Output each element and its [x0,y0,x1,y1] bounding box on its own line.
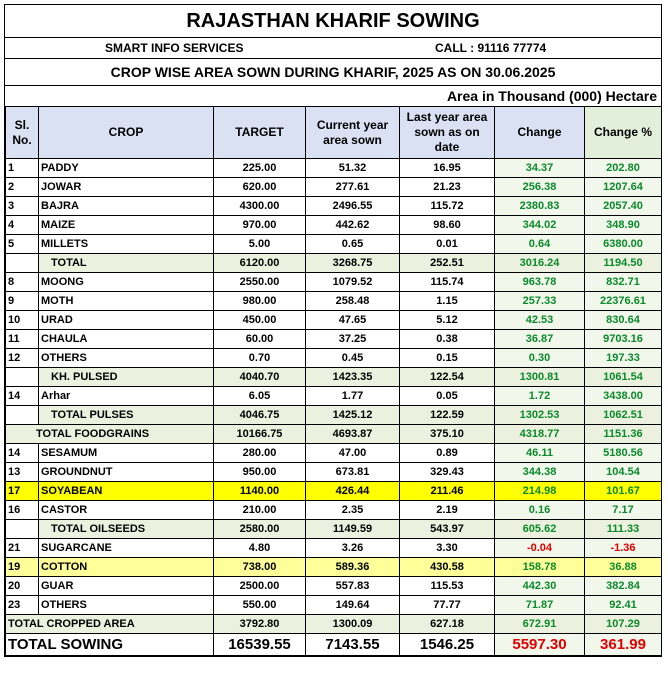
cell-crop: TOTAL CROPPED AREA [6,615,214,634]
cell-sl: 21 [6,539,39,558]
cell-current: 3268.75 [306,254,400,273]
report-sheet [4,4,662,657]
cell-pct: 1207.64 [585,178,662,197]
cell-pct: 104.54 [585,463,662,482]
cell-pct: 830.64 [585,311,662,330]
cell-pct: 197.33 [585,349,662,368]
cell-target: 6.05 [214,387,306,406]
grand-total-target: 16539.55 [214,634,306,656]
cell-target: 980.00 [214,292,306,311]
header-crop: CROP [39,107,214,159]
cell-target: 4046.75 [214,406,306,425]
company-name: SMART INFO SERVICES [105,41,244,55]
cell-current: 2.35 [306,501,400,520]
header-sl: Sl. No. [6,107,39,159]
cell-last: 430.58 [400,558,495,577]
cell-change: 42.53 [495,311,585,330]
cell-target: 550.00 [214,596,306,615]
header-change: Change [495,107,585,159]
cell-sl: 12 [6,349,39,368]
table-row [6,311,662,330]
table-row [6,292,662,311]
cell-last: 0.89 [400,444,495,463]
cell-pct: 107.29 [585,615,662,634]
cell-pct: 111.33 [585,520,662,539]
cell-crop: JOWAR [39,178,214,197]
cell-pct: -1.36 [585,539,662,558]
cell-last: 1.15 [400,292,495,311]
cell-crop: COTTON [39,558,214,577]
cell-current: 442.62 [306,216,400,235]
cell-sl: 11 [6,330,39,349]
cell-last: 115.74 [400,273,495,292]
cell-target: 5.00 [214,235,306,254]
grand-total-row [6,634,662,656]
cell-pct: 1062.51 [585,406,662,425]
cell-crop: MOTH [39,292,214,311]
cell-last: 122.59 [400,406,495,425]
cell-target: 450.00 [214,311,306,330]
cell-last: 122.54 [400,368,495,387]
cell-crop: KH. PULSED [39,368,214,387]
call-number: CALL : 91116 77774 [435,41,547,55]
cell-change: 344.02 [495,216,585,235]
table-row [6,425,662,444]
cell-change: 0.30 [495,349,585,368]
cell-target: 60.00 [214,330,306,349]
cell-last: 77.77 [400,596,495,615]
table-row [6,349,662,368]
table-row [6,216,662,235]
cell-crop: TOTAL [39,254,214,273]
table-row [6,520,662,539]
cell-pct: 2057.40 [585,197,662,216]
cell-current: 258.48 [306,292,400,311]
cell-last: 2.19 [400,501,495,520]
grand-total-label: TOTAL SOWING [6,634,214,656]
cell-pct: 1061.54 [585,368,662,387]
cell-last: 252.51 [400,254,495,273]
table-header-row [6,107,662,159]
cell-last: 0.15 [400,349,495,368]
cell-crop: OTHERS [39,349,214,368]
cell-crop: OTHERS [39,596,214,615]
table-row [6,444,662,463]
cell-sl: 2 [6,178,39,197]
grand-total-current: 7143.55 [306,634,400,656]
cell-current: 426.44 [306,482,400,501]
cell-target: 2550.00 [214,273,306,292]
cell-target: 210.00 [214,501,306,520]
cell-current: 51.32 [306,159,400,178]
cell-change: 1.72 [495,387,585,406]
header-change-pct: Change % [585,107,662,159]
cell-crop: Arhar [39,387,214,406]
cell-change: 1300.81 [495,368,585,387]
cell-pct: 9703.16 [585,330,662,349]
cell-sl: 20 [6,577,39,596]
cell-crop: GROUNDNUT [39,463,214,482]
cell-pct: 6380.00 [585,235,662,254]
cell-crop: SOYABEAN [39,482,214,501]
table-row [6,159,662,178]
table-row [6,558,662,577]
cell-current: 4693.87 [306,425,400,444]
cell-current: 1149.59 [306,520,400,539]
table-row [6,330,662,349]
grand-total-last: 1546.25 [400,634,495,656]
cell-crop: TOTAL FOODGRAINS [6,425,214,444]
cell-crop: PADDY [39,159,214,178]
cell-sl [6,368,39,387]
unit-note: Area in Thousand (000) Hectare [446,88,657,104]
cell-current: 2496.55 [306,197,400,216]
cell-current: 47.65 [306,311,400,330]
sowing-table [5,106,662,656]
cell-sl: 17 [6,482,39,501]
cell-sl: 5 [6,235,39,254]
table-row [6,178,662,197]
cell-current: 3.26 [306,539,400,558]
table-row [6,387,662,406]
cell-sl: 10 [6,311,39,330]
info-line [5,38,661,59]
cell-change: 605.62 [495,520,585,539]
cell-change: 256.38 [495,178,585,197]
cell-pct: 22376.61 [585,292,662,311]
cell-change: 4318.77 [495,425,585,444]
cell-last: 329.43 [400,463,495,482]
cell-pct: 348.90 [585,216,662,235]
table-row [6,406,662,425]
cell-sl: 19 [6,558,39,577]
cell-target: 950.00 [214,463,306,482]
cell-pct: 101.67 [585,482,662,501]
cell-sl: 14 [6,387,39,406]
cell-change: 46.11 [495,444,585,463]
cell-change: 0.16 [495,501,585,520]
table-row [6,501,662,520]
cell-target: 6120.00 [214,254,306,273]
cell-crop: TOTAL PULSES [39,406,214,425]
cell-change: 2380.83 [495,197,585,216]
cell-pct: 36.88 [585,558,662,577]
cell-change: 672.91 [495,615,585,634]
cell-sl: 14 [6,444,39,463]
cell-sl: 8 [6,273,39,292]
cell-current: 47.00 [306,444,400,463]
cell-change: 963.78 [495,273,585,292]
cell-change: 34.37 [495,159,585,178]
cell-crop: MAIZE [39,216,214,235]
cell-pct: 5180.56 [585,444,662,463]
cell-sl: 23 [6,596,39,615]
cell-change: 3016.24 [495,254,585,273]
cell-target: 2580.00 [214,520,306,539]
header-current: Current year area sown [306,107,400,159]
cell-target: 2500.00 [214,577,306,596]
cell-current: 1079.52 [306,273,400,292]
cell-current: 1425.12 [306,406,400,425]
cell-target: 4300.00 [214,197,306,216]
table-row [6,577,662,596]
cell-pct: 202.80 [585,159,662,178]
cell-crop: SUGARCANE [39,539,214,558]
cell-change: 442.30 [495,577,585,596]
cell-change: 71.87 [495,596,585,615]
cell-sl: 1 [6,159,39,178]
cell-crop: MOONG [39,273,214,292]
cell-pct: 382.84 [585,577,662,596]
cell-crop: GUAR [39,577,214,596]
cell-pct: 7.17 [585,501,662,520]
cell-crop: MILLETS [39,235,214,254]
cell-crop: CASTOR [39,501,214,520]
cell-pct: 92.41 [585,596,662,615]
cell-pct: 1151.36 [585,425,662,444]
cell-last: 5.12 [400,311,495,330]
table-row [6,463,662,482]
cell-target: 4040.70 [214,368,306,387]
cell-current: 1300.09 [306,615,400,634]
cell-change: 214.98 [495,482,585,501]
cell-crop: URAD [39,311,214,330]
table-row [6,596,662,615]
table-row [6,539,662,558]
cell-target: 225.00 [214,159,306,178]
cell-crop: SESAMUM [39,444,214,463]
cell-target: 4.80 [214,539,306,558]
cell-change: 0.64 [495,235,585,254]
cell-sl: 13 [6,463,39,482]
cell-last: 543.97 [400,520,495,539]
cell-change: -0.04 [495,539,585,558]
cell-sl [6,406,39,425]
cell-change: 344.38 [495,463,585,482]
cell-target: 10166.75 [214,425,306,444]
table-row [6,254,662,273]
cell-last: 115.53 [400,577,495,596]
table-row [6,235,662,254]
report-title: RAJASTHAN KHARIF SOWING [5,5,661,38]
cell-crop: BAJRA [39,197,214,216]
cell-crop: CHAULA [39,330,214,349]
cell-last: 211.46 [400,482,495,501]
cell-change: 1302.53 [495,406,585,425]
cell-sl: 4 [6,216,39,235]
header-last: Last year area sown as on date [400,107,495,159]
table-row [6,273,662,292]
cell-last: 0.05 [400,387,495,406]
cell-last: 3.30 [400,539,495,558]
table-row [6,482,662,501]
cell-pct: 1194.50 [585,254,662,273]
cell-sl [6,254,39,273]
header-target: TARGET [214,107,306,159]
cell-pct: 3438.00 [585,387,662,406]
cell-current: 1423.35 [306,368,400,387]
cell-target: 620.00 [214,178,306,197]
cell-current: 557.83 [306,577,400,596]
cell-sl: 9 [6,292,39,311]
cell-change: 158.78 [495,558,585,577]
cell-current: 673.81 [306,463,400,482]
cell-change: 36.87 [495,330,585,349]
table-row [6,197,662,216]
table-row [6,615,662,634]
cell-target: 1140.00 [214,482,306,501]
cell-sl: 3 [6,197,39,216]
cell-last: 627.18 [400,615,495,634]
cell-change: 257.33 [495,292,585,311]
cell-current: 0.65 [306,235,400,254]
cell-current: 277.61 [306,178,400,197]
cell-sl: 16 [6,501,39,520]
cell-last: 115.72 [400,197,495,216]
cell-last: 0.01 [400,235,495,254]
cell-last: 98.60 [400,216,495,235]
grand-total-pct: 361.99 [585,634,662,656]
cell-current: 37.25 [306,330,400,349]
cell-current: 589.36 [306,558,400,577]
cell-target: 970.00 [214,216,306,235]
cell-last: 0.38 [400,330,495,349]
cell-pct: 832.71 [585,273,662,292]
report-subtitle: CROP WISE AREA SOWN DURING KHARIF, 2025 AS ON 30.06.2025 [5,59,661,86]
cell-current: 0.45 [306,349,400,368]
cell-last: 16.95 [400,159,495,178]
cell-target: 0.70 [214,349,306,368]
cell-crop: TOTAL OILSEEDS [39,520,214,539]
cell-target: 280.00 [214,444,306,463]
table-row [6,368,662,387]
cell-target: 738.00 [214,558,306,577]
cell-target: 3792.80 [214,615,306,634]
cell-current: 1.77 [306,387,400,406]
grand-total-change: 5597.30 [495,634,585,656]
cell-sl [6,520,39,539]
cell-last: 375.10 [400,425,495,444]
table-body [6,159,662,656]
cell-current: 149.64 [306,596,400,615]
cell-last: 21.23 [400,178,495,197]
